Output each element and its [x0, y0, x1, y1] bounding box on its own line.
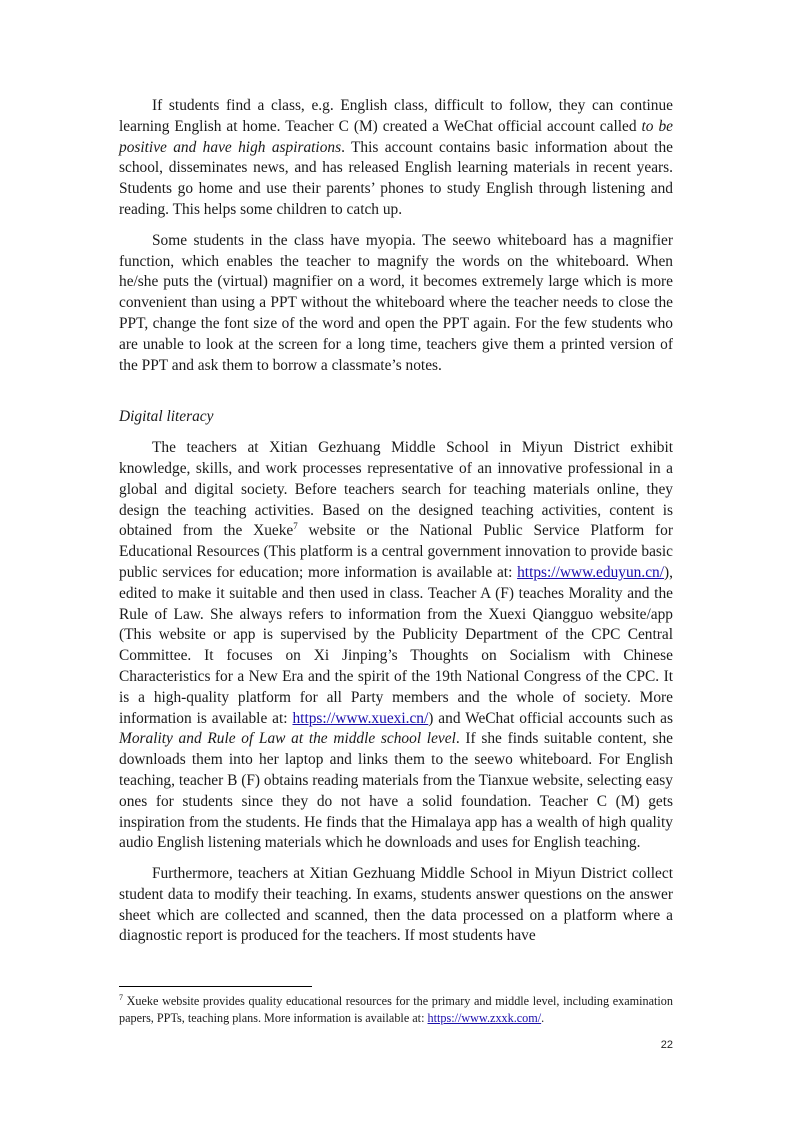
- paragraph-student-data: Furthermore, teachers at Xitian Gezhuang Middle School in Miyun District collect student data to modify their teaching. In exams, students answer questions on the answer sheet which are collected and scanned, then the data processed on a platform where a diagnostic report is produced for the teachers. If most students have: [119, 865, 673, 945]
- footnote-reference[interactable]: 7: [293, 521, 298, 532]
- paragraph-wechat-account: If students find a class, e.g. English class, difficult to follow, they can continue learning English at home. Teacher C (M) created a WeChat official account called to be positive and have high aspirations. This account contains basic information about the school, disseminates news, and has released English learning materials in recent years. Students go home and use their parents’ phones to study English through listening and reading. This helps some children to catch up.: [119, 97, 673, 218]
- footnote-separator: [119, 986, 312, 987]
- footnote-marker: 7: [119, 992, 123, 1002]
- paragraph-digital-literacy: The teachers at Xitian Gezhuang Middle School in Miyun District exhibit knowledge, skills, and work processes representative of an innovative professional in a global and digital society. Before teachers search for teaching materials online, they design the teaching activities. Based on the designed teaching activities, content is obtained from the Xueke$^7$ website or the National Public Service Platform for Educational Resources (This platform is a central government innovation to provide basic public services for education; more information is available at: https://www.eduyun.cn/), edited to make it suitable and then used in class. Teacher A (F) teaches Morality and the Rule of Law. She always refers to information from the Xuexi Qiangguo website/app (This website or app is supervised by the Publicity Department of the CPC Central Committee. It focuses on Xi Jinping’s Thoughts on Socialism with Chinese Characteristics for a New Era and the spirit of the 19th National Congress of the CPC. It is a high-quality platform for all Party members and the whole of society. More information is available at: https://www.xuexi.cn/) and WeChat official accounts such as Morality and Rule of Law at the middle school level. If she finds suitable content, she downloads them into her laptop and links them to the seewo whiteboard. For English teaching, teacher B (F) obtains reading materials from the Tianxue website, selecting easy ones for students since they do not have a solid foundation. Teacher C (M) gets inspiration from the students. He finds that the Himalaya app has a wealth of high quality audio English listening materials which he downloads and uses for English teaching.: [119, 439, 674, 852]
- paragraph-myopia: Some students in the class have myopia. The seewo whiteboard has a magnifier function, which enables the teacher to magnify the words on the whiteboard. When he/she puts the (virtual) magnifier on a word, it becomes extremely large which is more convenient than using a PPT without the whiteboard where the teacher needs to close the PPT, change the font size of the word and open the PPT again. For the few students who are unable to look at the screen for a long time, teachers give them a printed version of the PPT and ask them to borrow a classmate’s notes.: [119, 231, 673, 374]
- xuexi-link[interactable]: https://www.xuexi.cn/: [292, 709, 429, 727]
- footnote: $^7$ Xueke website provides quality educational resources for the primary and middle level, including examination papers, PPTs, teaching plans. More information is available at: https://www.zxxk.com/.: [119, 992, 673, 1025]
- zxxk-link[interactable]: https://www.zxxk.com/: [427, 1011, 542, 1025]
- section-heading-digital-literacy: Digital literacy: [119, 408, 214, 426]
- page-number: 22: [660, 1039, 673, 1051]
- account-name: to be positive and have high aspirations: [119, 117, 673, 156]
- document-body: [119, 96, 673, 947]
- eduyun-link[interactable]: https://www.eduyun.cn/: [517, 563, 665, 581]
